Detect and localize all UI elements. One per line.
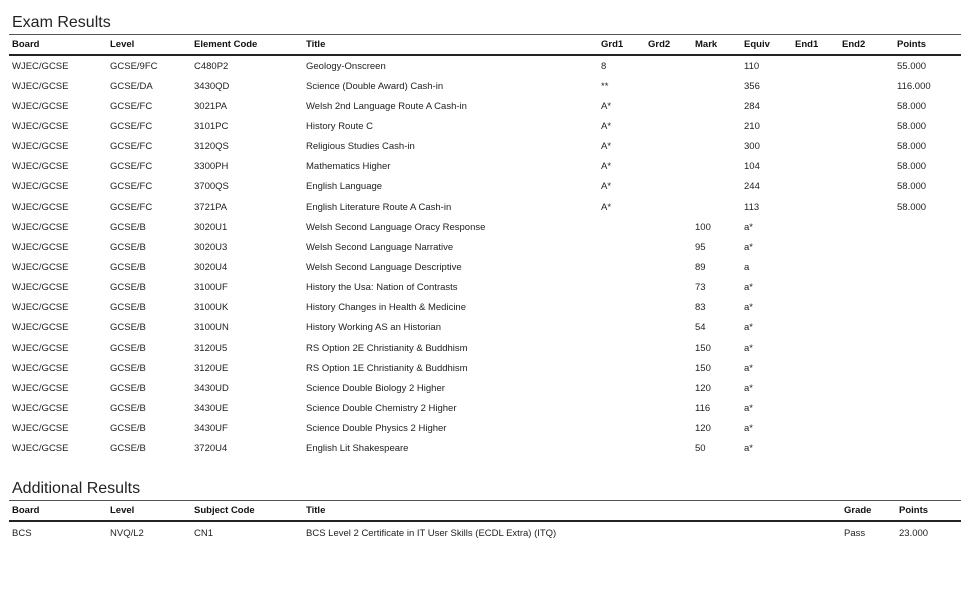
cell-end1: [792, 358, 839, 378]
col-header-grade: Grade: [841, 501, 896, 521]
col-header-equiv: Equiv: [741, 35, 792, 55]
cell-board: WJEC/GCSE: [12, 261, 69, 273]
cell-end1: [792, 439, 839, 459]
cell-element-code: 3100UK: [194, 302, 229, 314]
col-header-end1: End1: [792, 35, 839, 55]
cell-title: English Literature Route A Cash-in: [306, 201, 452, 213]
cell-equiv: a*: [744, 241, 753, 253]
cell-equiv: 244: [744, 181, 760, 193]
cell-title: History the Usa: Nation of Contrasts: [306, 282, 458, 294]
cell-element-code: 3020U4: [194, 261, 228, 273]
cell-points: 55.000: [897, 60, 927, 72]
cell-title: Welsh Second Language Narrative: [306, 241, 454, 253]
col-header-grd1: Grd1: [598, 35, 645, 55]
cell-level: GCSE/9FC: [110, 60, 158, 72]
cell-points: [894, 378, 961, 398]
cell-mark: 50: [695, 443, 706, 455]
additional-header-row: [9, 501, 961, 521]
cell-grd1: [598, 419, 645, 439]
cell-equiv: 356: [744, 80, 760, 92]
cell-grd1: A*: [601, 100, 612, 112]
cell-end1: [792, 197, 839, 217]
cell-board: WJEC/GCSE: [12, 241, 69, 253]
cell-equiv: 300: [744, 141, 760, 153]
cell-points: 58.000: [897, 201, 927, 213]
cell-end1: [792, 237, 839, 257]
cell-points: [894, 419, 961, 439]
table-row: [9, 521, 961, 544]
cell-level: GCSE/B: [110, 221, 146, 233]
cell-points: 58.000: [897, 161, 927, 173]
cell-element-code: 3021PA: [194, 100, 228, 112]
table-row: [9, 177, 961, 197]
exam-results-body: [9, 55, 961, 459]
cell-equiv: a*: [744, 382, 753, 394]
cell-equiv: a*: [744, 402, 753, 414]
cell-end1: [792, 338, 839, 358]
cell-equiv: a*: [744, 423, 753, 435]
cell-points: [894, 439, 961, 459]
cell-equiv: a: [744, 261, 750, 273]
cell-grd2: [645, 237, 692, 257]
table-row: [9, 257, 961, 277]
cell-element-code: 3020U3: [194, 241, 228, 253]
cell-mark: [692, 96, 741, 116]
cell-grd2: [645, 419, 692, 439]
cell-equiv: 113: [744, 201, 760, 213]
additional-results-heading: Additional Results: [9, 478, 961, 501]
col-header-level: Level: [107, 35, 191, 55]
cell-level: GCSE/B: [110, 342, 146, 354]
cell-end2: [839, 197, 894, 217]
cell-grd1: [598, 257, 645, 277]
col-header-grd2: Grd2: [645, 35, 692, 55]
cell-end2: [839, 55, 894, 76]
cell-mark: 73: [695, 282, 706, 294]
cell-board: WJEC/GCSE: [12, 302, 69, 314]
cell-grd1: [598, 237, 645, 257]
cell-level: GCSE/B: [110, 322, 146, 334]
cell-mark: [692, 76, 741, 96]
cell-element-code: 3100UN: [194, 322, 229, 334]
cell-end2: [839, 237, 894, 257]
cell-end2: [839, 398, 894, 418]
cell-grd2: [645, 55, 692, 76]
table-row: [9, 358, 961, 378]
cell-title: Religious Studies Cash-in: [306, 141, 415, 153]
cell-title: Welsh 2nd Language Route A Cash-in: [306, 100, 467, 112]
cell-points: [894, 298, 961, 318]
cell-points: 58.000: [897, 141, 927, 153]
cell-end1: [792, 96, 839, 116]
col-header-board: Board: [9, 501, 107, 521]
cell-grd1: [598, 439, 645, 459]
cell-grd1: [598, 298, 645, 318]
cell-board: WJEC/GCSE: [12, 141, 69, 153]
cell-end1: [792, 55, 839, 76]
exam-results-table: [9, 35, 961, 459]
table-row: [9, 278, 961, 298]
cell-end1: [792, 398, 839, 418]
cell-mark: 89: [695, 261, 706, 273]
table-row: [9, 76, 961, 96]
cell-points: [894, 217, 961, 237]
cell-title: Mathematics Higher: [306, 161, 391, 173]
cell-grd2: [645, 257, 692, 277]
cell-title: Science Double Biology 2 Higher: [306, 382, 445, 394]
cell-element-code: 3101PC: [194, 120, 229, 132]
cell-end1: [792, 116, 839, 136]
cell-grd1: A*: [601, 161, 612, 173]
cell-level: GCSE/B: [110, 362, 146, 374]
col-header-subject-code: Subject Code: [191, 501, 303, 521]
cell-mark: [692, 116, 741, 136]
cell-board: WJEC/GCSE: [12, 181, 69, 193]
additional-results-table: [9, 501, 961, 544]
cell-equiv: a*: [744, 322, 753, 334]
table-row: [9, 197, 961, 217]
col-header-title: Title: [303, 35, 598, 55]
cell-title: Geology-Onscreen: [306, 60, 386, 72]
cell-grd2: [645, 177, 692, 197]
cell-level: GCSE/DA: [110, 80, 153, 92]
cell-grd2: [645, 398, 692, 418]
cell-grd2: [645, 157, 692, 177]
table-row: [9, 318, 961, 338]
cell-level: GCSE/B: [110, 382, 146, 394]
cell-grade: Pass: [844, 527, 866, 539]
cell-grd2: [645, 358, 692, 378]
cell-board: WJEC/GCSE: [12, 60, 69, 72]
cell-mark: 83: [695, 302, 706, 314]
cell-mark: 100: [695, 221, 711, 233]
cell-board: WJEC/GCSE: [12, 282, 69, 294]
cell-element-code: 3700QS: [194, 181, 229, 193]
cell-level: NVQ/L2: [110, 527, 144, 539]
cell-end2: [839, 439, 894, 459]
cell-points: 23.000: [899, 527, 929, 539]
cell-mark: 54: [695, 322, 706, 334]
cell-grd1: [598, 398, 645, 418]
cell-mark: 120: [695, 423, 711, 435]
cell-grd1: A*: [601, 181, 612, 193]
cell-end1: [792, 76, 839, 96]
cell-end2: [839, 257, 894, 277]
cell-level: GCSE/B: [110, 443, 146, 455]
cell-board: WJEC/GCSE: [12, 120, 69, 132]
cell-end2: [839, 76, 894, 96]
cell-grd2: [645, 116, 692, 136]
cell-points: [894, 398, 961, 418]
cell-board: WJEC/GCSE: [12, 402, 69, 414]
table-row: [9, 55, 961, 76]
cell-title: RS Option 2E Christianity & Buddhism: [306, 342, 468, 354]
cell-grd2: [645, 137, 692, 157]
cell-element-code: 3430UF: [194, 423, 228, 435]
cell-grd1: [598, 217, 645, 237]
cell-points: 116.000: [897, 80, 931, 92]
cell-board: BCS: [12, 527, 32, 539]
table-row: [9, 157, 961, 177]
cell-mark: [692, 177, 741, 197]
cell-grd2: [645, 197, 692, 217]
cell-end1: [792, 278, 839, 298]
exam-results-section: [9, 12, 961, 459]
exam-header-row: [9, 35, 961, 55]
cell-equiv: 284: [744, 100, 760, 112]
col-header-level: Level: [107, 501, 191, 521]
cell-equiv: a*: [744, 221, 753, 233]
cell-title: Science Double Chemistry 2 Higher: [306, 402, 457, 414]
cell-board: WJEC/GCSE: [12, 100, 69, 112]
cell-element-code: 3721PA: [194, 201, 228, 213]
cell-grd2: [645, 378, 692, 398]
cell-title: English Lit Shakespeare: [306, 443, 409, 455]
cell-grd2: [645, 217, 692, 237]
cell-board: WJEC/GCSE: [12, 382, 69, 394]
cell-end1: [792, 257, 839, 277]
cell-mark: 150: [695, 362, 711, 374]
cell-mark: 150: [695, 342, 711, 354]
cell-subject-code: CN1: [194, 527, 214, 539]
cell-element-code: 3430QD: [194, 80, 230, 92]
cell-level: GCSE/B: [110, 302, 146, 314]
cell-element-code: 3120UE: [194, 362, 229, 374]
cell-mark: 116: [695, 402, 711, 414]
cell-grd1: A*: [601, 120, 612, 132]
cell-level: GCSE/B: [110, 402, 146, 414]
cell-level: GCSE/B: [110, 241, 146, 253]
cell-level: GCSE/FC: [110, 161, 153, 173]
cell-title: History Route C: [306, 120, 374, 132]
cell-element-code: 3100UF: [194, 282, 228, 294]
cell-grd2: [645, 318, 692, 338]
cell-end1: [792, 318, 839, 338]
table-row: [9, 439, 961, 459]
cell-title: RS Option 1E Christianity & Buddhism: [306, 362, 468, 374]
cell-points: [894, 318, 961, 338]
cell-end1: [792, 419, 839, 439]
cell-title: BCS Level 2 Certificate in IT User Skills (ECDL Extra) (ITQ): [306, 527, 557, 539]
col-header-points: Points: [894, 35, 961, 55]
cell-end2: [839, 358, 894, 378]
exam-results-heading: Exam Results: [9, 12, 961, 35]
table-row: [9, 398, 961, 418]
col-header-points: Points: [896, 501, 961, 521]
cell-end2: [839, 419, 894, 439]
cell-end2: [839, 157, 894, 177]
table-row: [9, 237, 961, 257]
cell-grd2: [645, 439, 692, 459]
cell-element-code: 3120QS: [194, 141, 229, 153]
cell-end2: [839, 378, 894, 398]
cell-element-code: 3300PH: [194, 161, 229, 173]
cell-level: GCSE/FC: [110, 141, 153, 153]
cell-end1: [792, 378, 839, 398]
cell-end2: [839, 338, 894, 358]
cell-equiv: 210: [744, 120, 760, 132]
cell-equiv: a*: [744, 342, 753, 354]
cell-board: WJEC/GCSE: [12, 221, 69, 233]
cell-grd2: [645, 338, 692, 358]
cell-mark: 120: [695, 382, 711, 394]
table-row: [9, 298, 961, 318]
cell-equiv: a*: [744, 443, 753, 455]
cell-element-code: 3120U5: [194, 342, 228, 354]
cell-level: GCSE/B: [110, 282, 146, 294]
cell-element-code: 3430UD: [194, 382, 229, 394]
cell-grd1: [598, 338, 645, 358]
cell-grd1: [598, 278, 645, 298]
cell-board: WJEC/GCSE: [12, 322, 69, 334]
table-row: [9, 217, 961, 237]
cell-equiv: a*: [744, 362, 753, 374]
cell-board: WJEC/GCSE: [12, 362, 69, 374]
cell-grd2: [645, 278, 692, 298]
cell-end1: [792, 177, 839, 197]
cell-grd1: **: [601, 80, 609, 92]
cell-grd1: [598, 318, 645, 338]
cell-points: 58.000: [897, 181, 927, 193]
cell-element-code: 3020U1: [194, 221, 228, 233]
cell-mark: [692, 137, 741, 157]
table-row: [9, 96, 961, 116]
cell-grd1: [598, 358, 645, 378]
cell-board: WJEC/GCSE: [12, 342, 69, 354]
cell-element-code: C480P2: [194, 60, 229, 72]
cell-level: GCSE/FC: [110, 120, 153, 132]
col-header-end2: End2: [839, 35, 894, 55]
cell-level: GCSE/FC: [110, 100, 153, 112]
cell-equiv: 104: [744, 161, 760, 173]
cell-points: [894, 257, 961, 277]
cell-title: Science Double Physics 2 Higher: [306, 423, 447, 435]
cell-end1: [792, 137, 839, 157]
cell-title: Science (Double Award) Cash-in: [306, 80, 444, 92]
cell-points: [894, 278, 961, 298]
cell-board: WJEC/GCSE: [12, 161, 69, 173]
cell-end1: [792, 157, 839, 177]
cell-grd2: [645, 298, 692, 318]
cell-element-code: 3430UE: [194, 402, 229, 414]
cell-board: WJEC/GCSE: [12, 443, 69, 455]
table-row: [9, 338, 961, 358]
cell-grd1: [598, 378, 645, 398]
cell-title: Welsh Second Language Oracy Response: [306, 221, 486, 233]
cell-mark: 95: [695, 241, 706, 253]
cell-grd2: [645, 96, 692, 116]
table-row: [9, 116, 961, 136]
cell-board: WJEC/GCSE: [12, 80, 69, 92]
cell-title: Welsh Second Language Descriptive: [306, 261, 462, 273]
cell-end1: [792, 217, 839, 237]
cell-equiv: a*: [744, 302, 753, 314]
col-header-element-code: Element Code: [191, 35, 303, 55]
cell-end2: [839, 318, 894, 338]
cell-mark: [692, 55, 741, 76]
cell-end2: [839, 217, 894, 237]
cell-points: [894, 237, 961, 257]
cell-title: History Changes in Health & Medicine: [306, 302, 466, 314]
cell-title: History Working AS an Historian: [306, 322, 441, 334]
cell-level: GCSE/B: [110, 261, 146, 273]
cell-points: [894, 338, 961, 358]
cell-level: GCSE/B: [110, 423, 146, 435]
cell-points: 58.000: [897, 100, 927, 112]
cell-end2: [839, 298, 894, 318]
cell-level: GCSE/FC: [110, 201, 153, 213]
cell-end1: [792, 298, 839, 318]
cell-end2: [839, 278, 894, 298]
table-row: [9, 137, 961, 157]
cell-element-code: 3720U4: [194, 443, 228, 455]
cell-end2: [839, 116, 894, 136]
col-header-mark: Mark: [692, 35, 741, 55]
cell-equiv: a*: [744, 282, 753, 294]
cell-board: WJEC/GCSE: [12, 423, 69, 435]
cell-grd2: [645, 76, 692, 96]
cell-title: English Language: [306, 181, 383, 193]
cell-grd1: 8: [601, 60, 607, 72]
col-header-title: Title: [303, 501, 841, 521]
cell-mark: [692, 157, 741, 177]
cell-level: GCSE/FC: [110, 181, 153, 193]
cell-grd1: A*: [601, 141, 612, 153]
cell-points: [894, 358, 961, 378]
cell-board: WJEC/GCSE: [12, 201, 69, 213]
cell-end2: [839, 137, 894, 157]
cell-grd1: A*: [601, 201, 612, 213]
table-row: [9, 378, 961, 398]
cell-end2: [839, 96, 894, 116]
additional-results-section: [9, 478, 961, 544]
cell-mark: [692, 197, 741, 217]
additional-results-body: [9, 521, 961, 544]
cell-points: 58.000: [897, 120, 927, 132]
table-row: [9, 419, 961, 439]
col-header-board: Board: [9, 35, 107, 55]
cell-equiv: 110: [744, 60, 760, 72]
cell-end2: [839, 177, 894, 197]
